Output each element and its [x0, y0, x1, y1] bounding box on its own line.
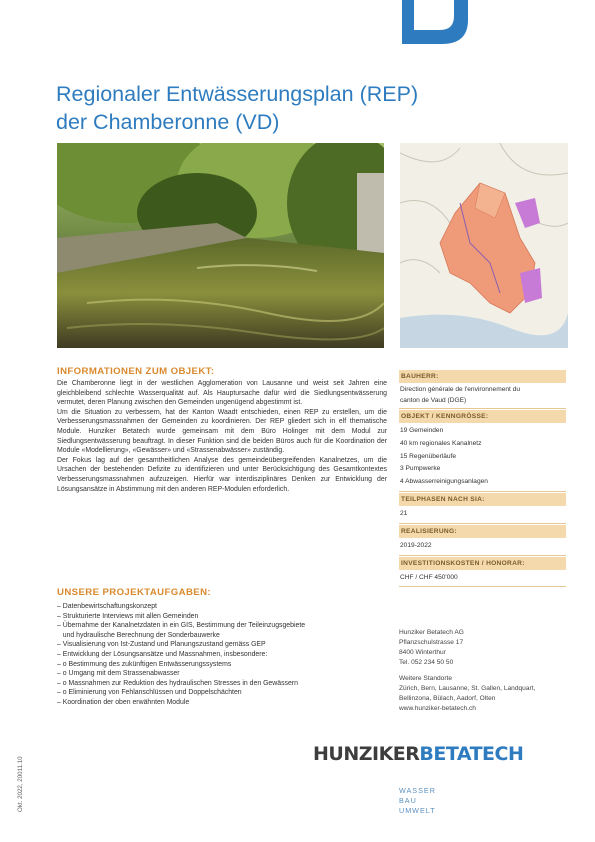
company-phone: Tel. 052 234 50 50 [399, 659, 454, 666]
info-paragraph-2: Um die Situation zu verbessern, hat der Kanton Waadt entschieden, einen REP zu erstellen, um die Verbesserungsmassnahmen der Gemeinden zu koordinieren. Der REP gliedert sich in elf thematische Module. Hunziker Betatech wurde gemeinsam mit dem Büro Holinger mit dem Modul zur Siedlungsentwässerung beauftragt. In dieser Funktion sind die beiden Büros auch für die Koordination der Module «Modellierung», «Gewässer» und «Strassenabwässer» zuständig. [57, 408, 387, 455]
website-link[interactable]: www.hunziker-betatech.ch [399, 705, 476, 712]
project-facts [399, 369, 566, 587]
realisierung-label: REALISIERUNG: [399, 525, 566, 538]
locations-label: Weitere Standorte [399, 675, 453, 682]
document-code: Okt. 2022, 20011.10 [17, 756, 24, 812]
bauherr-value-2: canton de Vaud (DGE) [400, 396, 467, 404]
task-item: – o Massnahmen zur Reduktion des hydraulischen Stresses in den Gewässern [57, 679, 298, 687]
phasen-value: 21 [400, 509, 408, 517]
objekt-value: 3 Pumpwerke [400, 465, 441, 473]
contact-block [399, 628, 569, 714]
catchment-map [400, 143, 568, 348]
d-logo-mark [402, 0, 468, 44]
objekt-value: 4 Abwasserreinigungsanlagen [400, 478, 488, 486]
task-item: – Visualisierung von Ist-Zustand und Planungszustand gemäss GEP [57, 641, 266, 649]
locations-line-1: Zürich, Bern, Lausanne, St. Gallen, Landquart, [399, 685, 536, 692]
realisierung-value: 2019-2022 [400, 541, 432, 549]
tagline-line: UMWELT [399, 806, 436, 815]
task-item: – Datenbewirtschaftungskonzept [57, 603, 157, 610]
info-paragraph-1: Die Chamberonne liegt in der westlichen Agglomeration von Lausanne und weist seit Jahren eine gleichbleibend schlechte Wasserqualität auf. Als Hauptursache dafür wird die Siedlungsentwässerung vermutet, deren Planung zwischen den Gemeinden ungenügend abgestimmt ist. [57, 380, 387, 407]
tasks-heading: UNSERE PROJEKTAUFGABEN: [57, 587, 212, 598]
company-street: Pflanzschulstrasse 17 [399, 639, 464, 646]
title-line-2: der Chamberonne (VD) [56, 110, 280, 134]
task-item: – Übernahme der Kanalnetzdaten in ein GIS, Bestimmung der Teileinzugsgebiete [57, 622, 306, 630]
tagline-line: WASSER [399, 786, 436, 795]
brand-part-2: BETATECH [419, 743, 524, 765]
bauherr-label: BAUHERR: [399, 370, 566, 383]
brand-part-1: HUNZIKER [313, 743, 420, 765]
page-title [56, 80, 476, 136]
objekt-label: OBJEKT / KENNGRÖSSE: [399, 410, 566, 423]
title-line-1: Regionaler Entwässerungsplan (REP) [56, 82, 419, 106]
task-item: – o Umgang mit dem Strassenabwasser [57, 670, 180, 678]
kosten-value: CHF / CHF 450'000 [400, 573, 458, 581]
task-item: – o Eliminierung von Fehlanschlüssen und Doppelschächten [57, 689, 242, 697]
river-photo [57, 143, 384, 348]
task-item: – Entwicklung der Lösungsansätze und Massnahmen, insbesondere: [57, 650, 268, 658]
company-city: 8400 Winterthur [399, 649, 446, 656]
objekt-value: 15 Regenüberläufe [400, 452, 457, 460]
task-item: – Koordination der oben erwähnten Module [57, 698, 190, 706]
objekt-value: 19 Gemeinden [400, 427, 444, 434]
locations-line-2: Bellinzona, Bülach, Aadorf, Olten [399, 695, 496, 702]
info-paragraph-3: Der Fokus lag auf der gesamtheitlichen Analyse des gemeindeübergreifenden Kanalnetzes, um die Ursachen der bestehenden Defizite zu identifizieren und unter Berücksichtigung des Gesamtkontextes Verbesserungsmassnahmen aufzuzeigen. Hierfür war interdisziplinäres Denken zur Entwicklung der Lösungsansätze in Abstimmung mit den anderen REP-Modulen erforderlich. [57, 456, 387, 493]
tagline [399, 786, 436, 816]
tagline-line: BAU [399, 796, 417, 805]
info-section [57, 366, 387, 494]
task-item: – o Bestimmung des zukünftigen Entwässerungssystems [57, 660, 232, 668]
tasks-list [57, 602, 387, 708]
kosten-label: INVESTITIONSKOSTEN / HONORAR: [399, 557, 566, 570]
phasen-label: TEILPHASEN NACH SIA: [399, 493, 566, 506]
bauherr-value-1: Direction générale de l'environnement du [400, 386, 521, 393]
tasks-section [57, 587, 387, 708]
company-logo [313, 743, 524, 773]
objekt-value: 40 km regionales Kanalnetz [400, 439, 482, 447]
task-item: und hydraulische Berechnung der Sonderbauwerke [57, 631, 220, 639]
info-heading: INFORMATIONEN ZUM OBJEKT: [57, 366, 215, 377]
company-name: Hunziker Betatech AG [399, 629, 464, 636]
task-item: – Strukturierte Interviews mit allen Gemeinden [57, 612, 199, 620]
